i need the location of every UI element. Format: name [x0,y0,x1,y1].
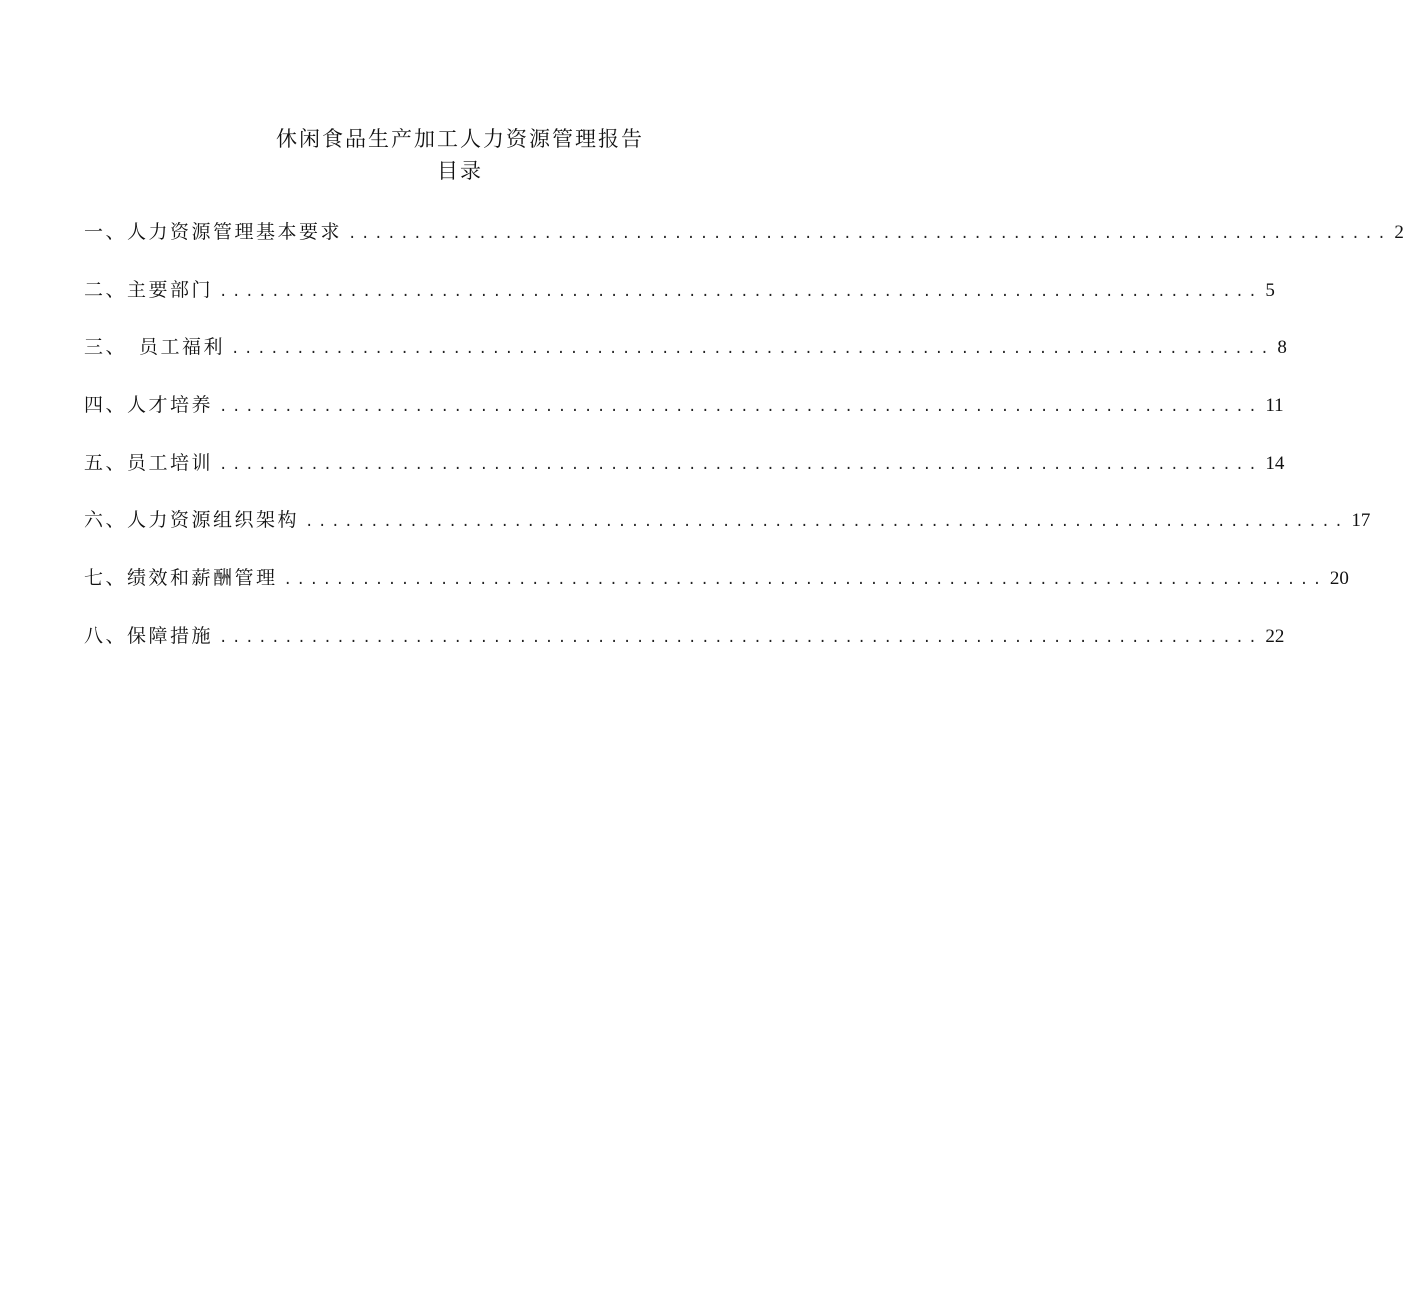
toc-entry-label: 四、人才培养 [84,394,214,417]
toc-entry[interactable] [84,218,1404,246]
toc-entry-label: 六、人力资源组织架构 [84,509,300,532]
toc-dot-leader: ................................................................................ [305,514,1348,531]
toc-dot-leader: ................................................................................ [283,572,1326,589]
toc-entry-page: 8 [1277,337,1287,359]
toc-dot-leader: ................................................................................ [219,283,1262,300]
toc-entry-page: 5 [1265,279,1275,301]
toc-entry-page: 20 [1329,568,1349,590]
toc-entry-page: 11 [1265,395,1284,417]
toc-entry-label: 八、保障措施 [84,624,214,647]
toc-entry[interactable] [84,333,1287,361]
toc-dot-leader: ................................................................................ [348,226,1391,242]
toc-dot-leader: ................................................................................ [231,341,1274,358]
toc-entry[interactable] [84,622,1285,650]
toc-entry-page: 17 [1351,510,1371,532]
toc-entry-page: 2 [1394,222,1404,243]
toc-entry-page: 14 [1265,452,1285,474]
toc-entry[interactable] [84,276,1275,304]
toc-entry-label: 三、 员工福利 [84,336,226,359]
toc-entry-label: 二、主要部门 [84,278,214,301]
toc-dot-leader: ................................................................................ [219,629,1262,646]
toc-dot-leader: ................................................................................ [219,456,1262,473]
document-title: 休闲食品生产加工人力资源管理报告 [276,127,644,151]
toc-entry[interactable] [84,564,1349,592]
toc-entry-label: 一、人力资源管理基本要求 [84,221,343,243]
toc-entry[interactable] [84,506,1371,534]
toc-dot-leader: ................................................................................ [219,399,1262,416]
toc-entry[interactable] [84,391,1284,419]
toc-entry-page: 22 [1265,625,1285,647]
toc-entry[interactable] [84,449,1285,477]
toc-heading: 目录 [437,159,483,183]
toc-entry-label: 七、绩效和薪酬管理 [84,567,278,590]
toc-entry-label: 五、员工培训 [84,451,214,474]
table-of-contents [84,218,1404,680]
